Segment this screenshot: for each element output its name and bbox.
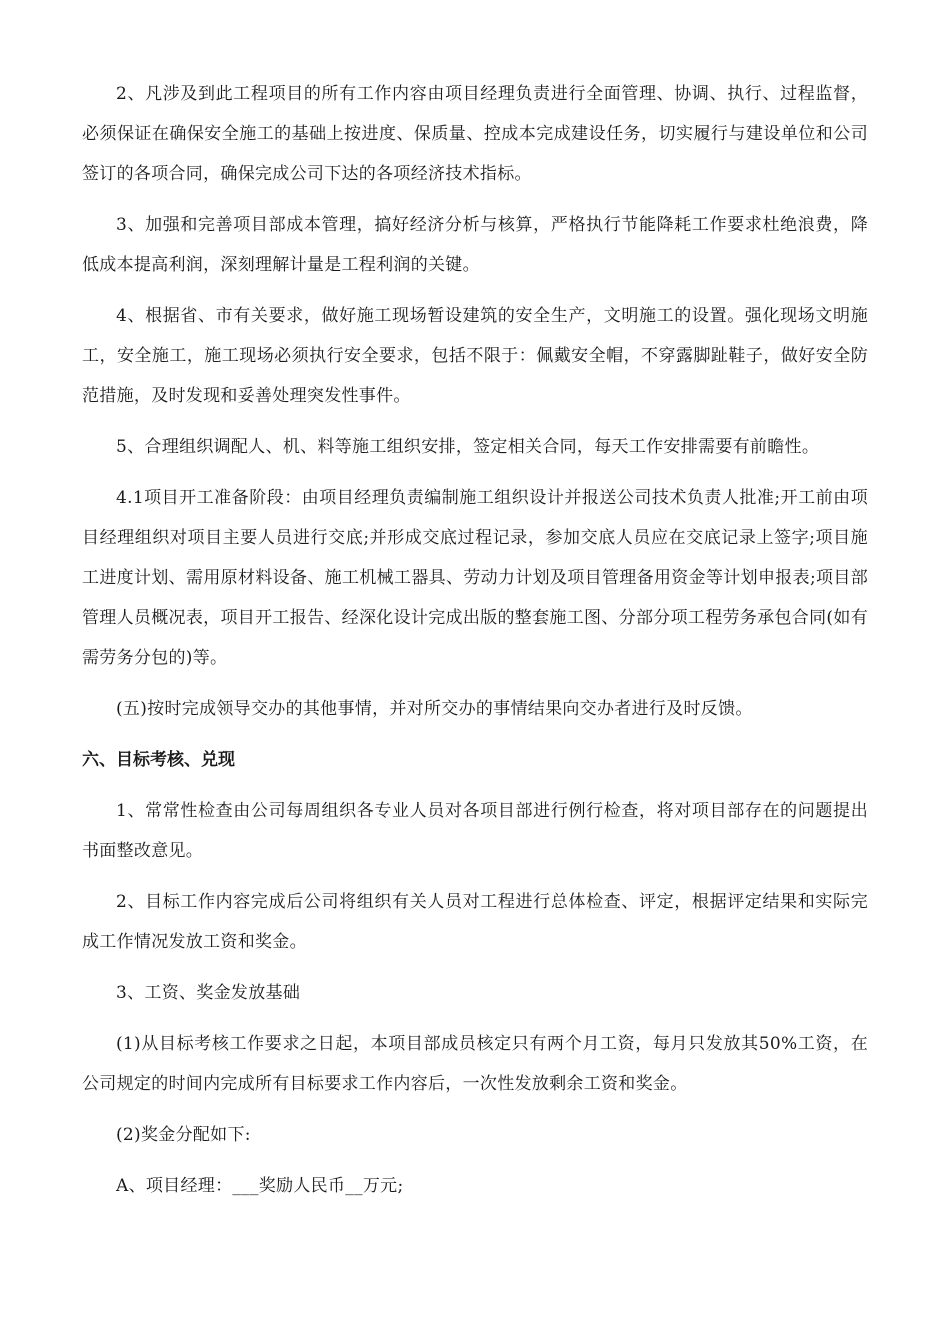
paragraph-check-2: 2、目标工作内容完成后公司将组织有关人员对工程进行总体检查、评定，根据评定结果和实际完成工作情况发放工资和奖金。 [82,892,868,952]
section-heading: 六、目标考核、兑现 [82,750,235,770]
paragraph-salary-1: (1)从目标考核工作要求之日起，本项目部成员核定只有两个月工资，每月只发放其50%工资，在公司规定的时间内完成所有目标要求工作内容后，一次性发放剩余工资和奖金。 [82,1034,868,1094]
paragraph-item-4-1: 4.1项目开工准备阶段：由项目经理负责编制施工组织设计并报送公司技术负责人批准;开工前由项目经理组织对项目主要人员进行交底;并形成交底过程记录，参加交底人员应在交底记录上签字;项目施工进度计划、需用原材料设备、施工机械工器具、劳动力计划及项目管理备用资金等计划申报表;项目部管理人员概况表，项目开工报告、经深化设计完成出版的整套施工图、分部分项工程劳务承包合同(如有需劳务分包的)等。 [82,488,868,668]
paragraph-bonus-2: (2)奖金分配如下: [116,1125,251,1145]
paragraph-item-3: 3、加强和完善项目部成本管理，搞好经济分析与核算，严格执行节能降耗工作要求杜绝浪费，降低成本提高利润，深刻理解计量是工程利润的关键。 [82,215,868,275]
paragraph-item-2: 2、凡涉及到此工程项目的所有工作内容由项目经理负责进行全面管理、协调、执行、过程监督，必须保证在确保安全施工的基础上按进度、保质量、控成本完成建设任务，切实履行与建设单位和公司签订的各项合同，确保完成公司下达的各项经济技术指标。 [82,84,868,184]
paragraph-item-five: (五)按时完成领导交办的其他事情，并对所交办的事情结果向交办者进行及时反馈。 [116,699,753,719]
paragraph-item-4: 4、根据省、市有关要求，做好施工现场暂设建筑的安全生产，文明施工的设置。强化现场文明施工，安全施工，施工现场必须执行安全要求，包括不限于：佩戴安全帽，不穿露脚趾鞋子，做好安全防范措施，及时发现和妥善处理突发性事件。 [82,306,868,406]
paragraph-bonus-a: A、项目经理：___奖励人民币__万元; [116,1176,404,1196]
document-page [82,74,868,1217]
paragraph-check-1: 1、常常性检查由公司每周组织各专业人员对各项目部进行例行检查，将对项目部存在的问题提出书面整改意见。 [82,801,868,861]
paragraph-check-3: 3、工资、奖金发放基础 [116,983,301,1003]
paragraph-item-5: 5、合理组织调配人、机、料等施工组织安排，签定相关合同，每天工作安排需要有前瞻性。 [116,437,820,457]
